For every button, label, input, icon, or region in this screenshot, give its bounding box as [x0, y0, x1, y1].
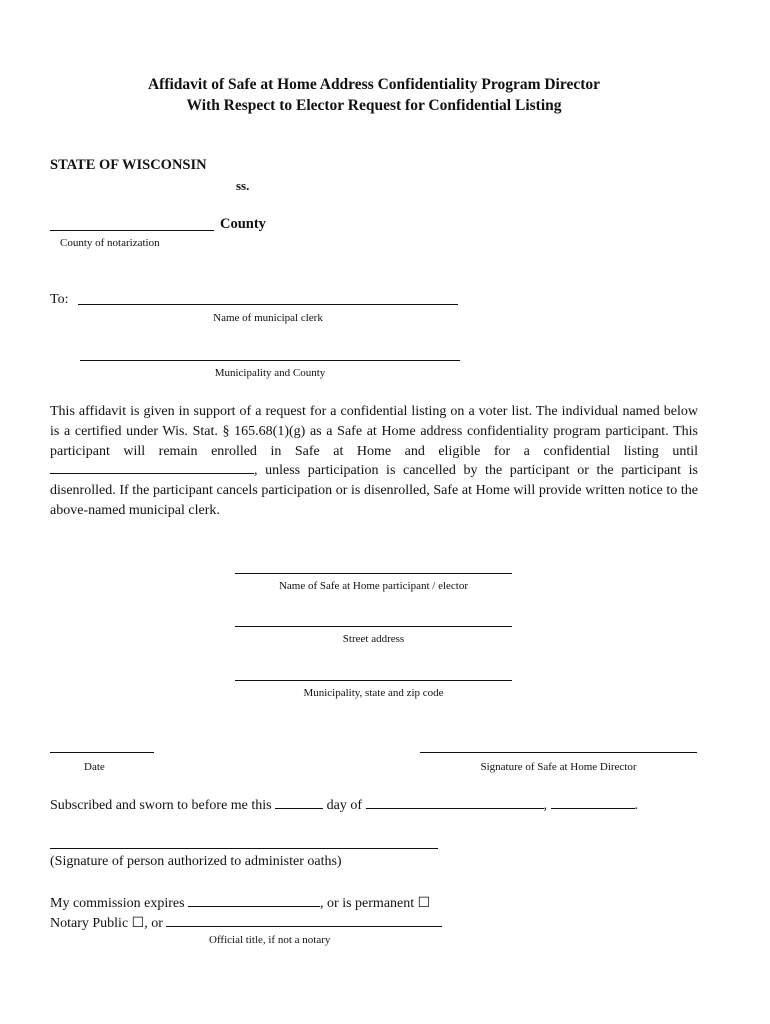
oath-signature-field[interactable] — [50, 848, 438, 849]
municipal-clerk-field[interactable] — [78, 304, 458, 305]
permanent-checkbox[interactable]: ☐ — [417, 896, 431, 911]
ss-label: ss. — [236, 178, 250, 193]
street-address-field[interactable] — [235, 626, 512, 627]
participant-name-caption: Name of Safe at Home participant / elector — [278, 580, 469, 592]
affidavit-paragraph — [50, 402, 698, 521]
county-caption: County of notarization — [60, 237, 160, 249]
paragraph-part-1: This affidavit is given in support of a request for a confidential listing on a voter list. The individual named below is a certified under Wis. Stat. § 165.68(1)(g) as a Safe at Home address confidentiality program participant. This participant will remain enrolled in Safe at Home and eligible for a confidential listing until — [50, 404, 698, 459]
period-text: . — [634, 798, 639, 813]
state-heading: STATE OF WISCONSIN — [50, 157, 207, 173]
month-field[interactable] — [366, 796, 544, 809]
year-field[interactable] — [551, 796, 635, 809]
director-signature-caption: Signature of Safe at Home Director — [480, 761, 637, 773]
commission-line — [50, 894, 430, 912]
to-label: To: — [50, 292, 69, 307]
day-number-field[interactable] — [275, 796, 323, 809]
day-of-text: day of — [326, 798, 363, 813]
enrollment-end-date-field[interactable] — [50, 461, 254, 474]
permanent-text: , or is permanent — [320, 896, 415, 911]
comma-text: , — [543, 798, 548, 813]
notary-public-text: Notary Public — [50, 916, 129, 931]
official-title-field[interactable] — [166, 914, 442, 927]
county-label: County — [220, 216, 266, 232]
municipal-clerk-caption: Name of municipal clerk — [213, 312, 323, 324]
notary-public-checkbox[interactable]: ☐ — [131, 916, 145, 931]
county-field[interactable] — [50, 230, 214, 231]
document-title-line-1: Affidavit of Safe at Home Address Confidentiality Program Director — [147, 76, 601, 93]
director-signature-field[interactable] — [420, 752, 697, 753]
oath-caption: (Signature of person authorized to administer oaths) — [50, 854, 342, 869]
or-text: , or — [144, 916, 163, 931]
subscribed-line — [50, 796, 638, 814]
paragraph-part-2: , unless participation is cancelled by the participant or the participant is disenrolled. If the participant cancels participation or is disenrolled, Safe at Home will provide written notice to the above-named municipal clerk. — [50, 463, 698, 518]
commission-expiry-field[interactable] — [188, 894, 320, 907]
notary-line — [50, 914, 442, 932]
street-address-caption: Street address — [342, 633, 405, 645]
city-state-zip-caption: Municipality, state and zip code — [303, 687, 444, 699]
official-title-caption: Official title, if not a notary — [209, 934, 331, 946]
municipality-county-caption: Municipality and County — [214, 367, 326, 379]
document-title-line-2: With Respect to Elector Request for Confidential Listing — [186, 97, 562, 114]
commission-text: My commission expires — [50, 896, 185, 911]
subscribed-text: Subscribed and sworn to before me this — [50, 798, 272, 813]
date-field[interactable] — [50, 752, 154, 753]
municipality-county-field[interactable] — [80, 360, 460, 361]
date-caption: Date — [84, 761, 105, 773]
participant-name-field[interactable] — [235, 573, 512, 574]
city-state-zip-field[interactable] — [235, 680, 512, 681]
